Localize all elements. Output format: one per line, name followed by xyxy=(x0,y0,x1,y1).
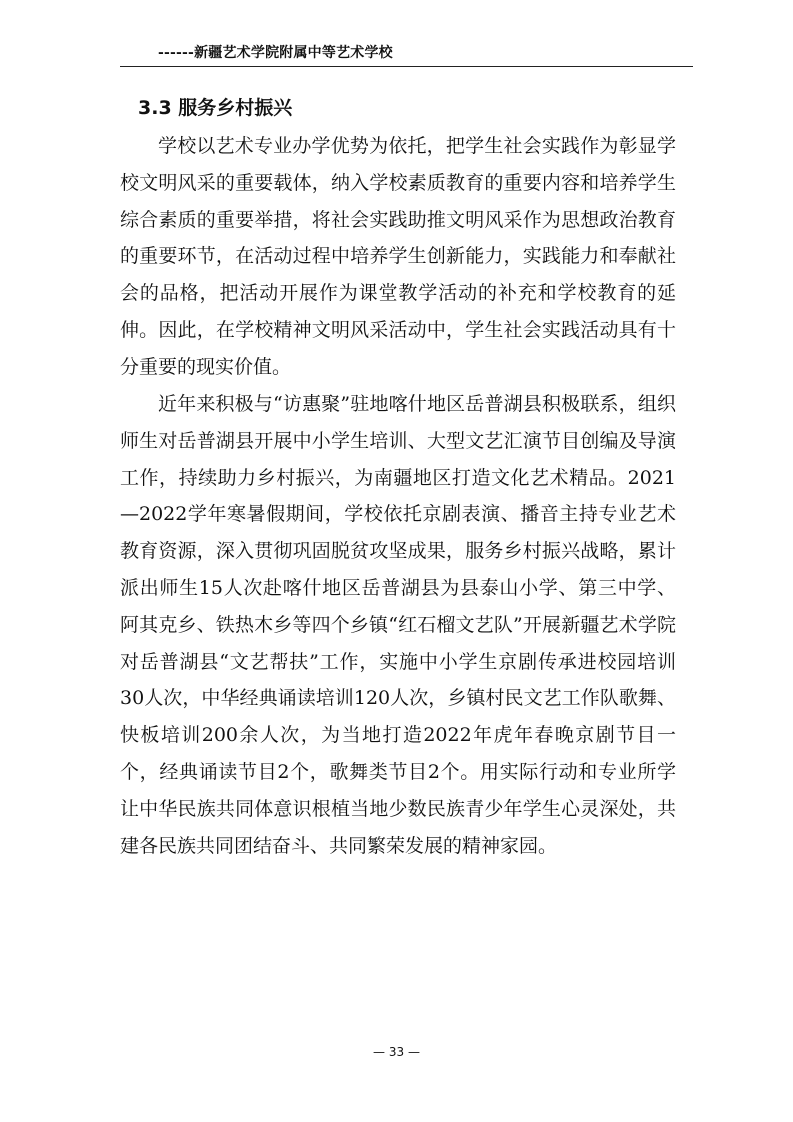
page-number: — 33 — xyxy=(373,1045,420,1059)
body-paragraph-1: 学校以艺术专业办学优势为依托，把学生社会实践作为彰显学校文明风采的重要载体，纳入学校素质教育的重要内容和培养学生综合素质的重要举措，将社会实践助推文明风采作为思想政治教育的重要环节，在活动过程中培养学生创新能力，实践能力和奉献社会的品格，把活动开展作为课堂教学活动的补充和学校教育的延伸。因此，在学校精神文明风采活动中，学生社会实践活动具有十分重要的现实价值。 xyxy=(120,135,676,378)
body-paragraph-2: 近年来积极与“访惠聚”驻地喀什地区岳普湖县积极联系，组织师生对岳普湖县开展中小学生培训、大型文艺汇演节目创编及导演工作，持续助力乡村振兴，为南疆地区打造文化艺术精品。2021—2022学年寒暑假期间，学校依托京剧表演、播音主持专业艺术教育资源，深入贯彻巩固脱贫攻坚成果，服务乡村振兴战略，累计派出师生15人次赴喀什地区岳普湖县为县泰山小学、第三中学、阿其克乡、铁热木乡等四个乡镇“红石榴文艺队”开展新疆艺术学院对岳普湖县“文艺帮扶”工作，实施中小学生京剧传承进校园培训30人次，中华经典诵读培训120人次，乡镇村民文艺工作队歌舞、快板培训200余人次，为当地打造2022年虎年春晚京剧节目一个，经典诵读节目2个，歌舞类节目2个。用实际行动和专业所学让中华民族共同体意识根植当地少数民族青少年学生心灵深处，共建各民族共同团结奋斗、共同繁荣发展的精神家园。 xyxy=(120,393,676,857)
section-title: 3.3 服务乡村振兴 xyxy=(138,97,293,119)
header-rule xyxy=(120,66,693,67)
header-school-name: ------新疆艺术学院附属中等艺术学校 xyxy=(158,45,393,61)
page-header xyxy=(120,40,693,64)
